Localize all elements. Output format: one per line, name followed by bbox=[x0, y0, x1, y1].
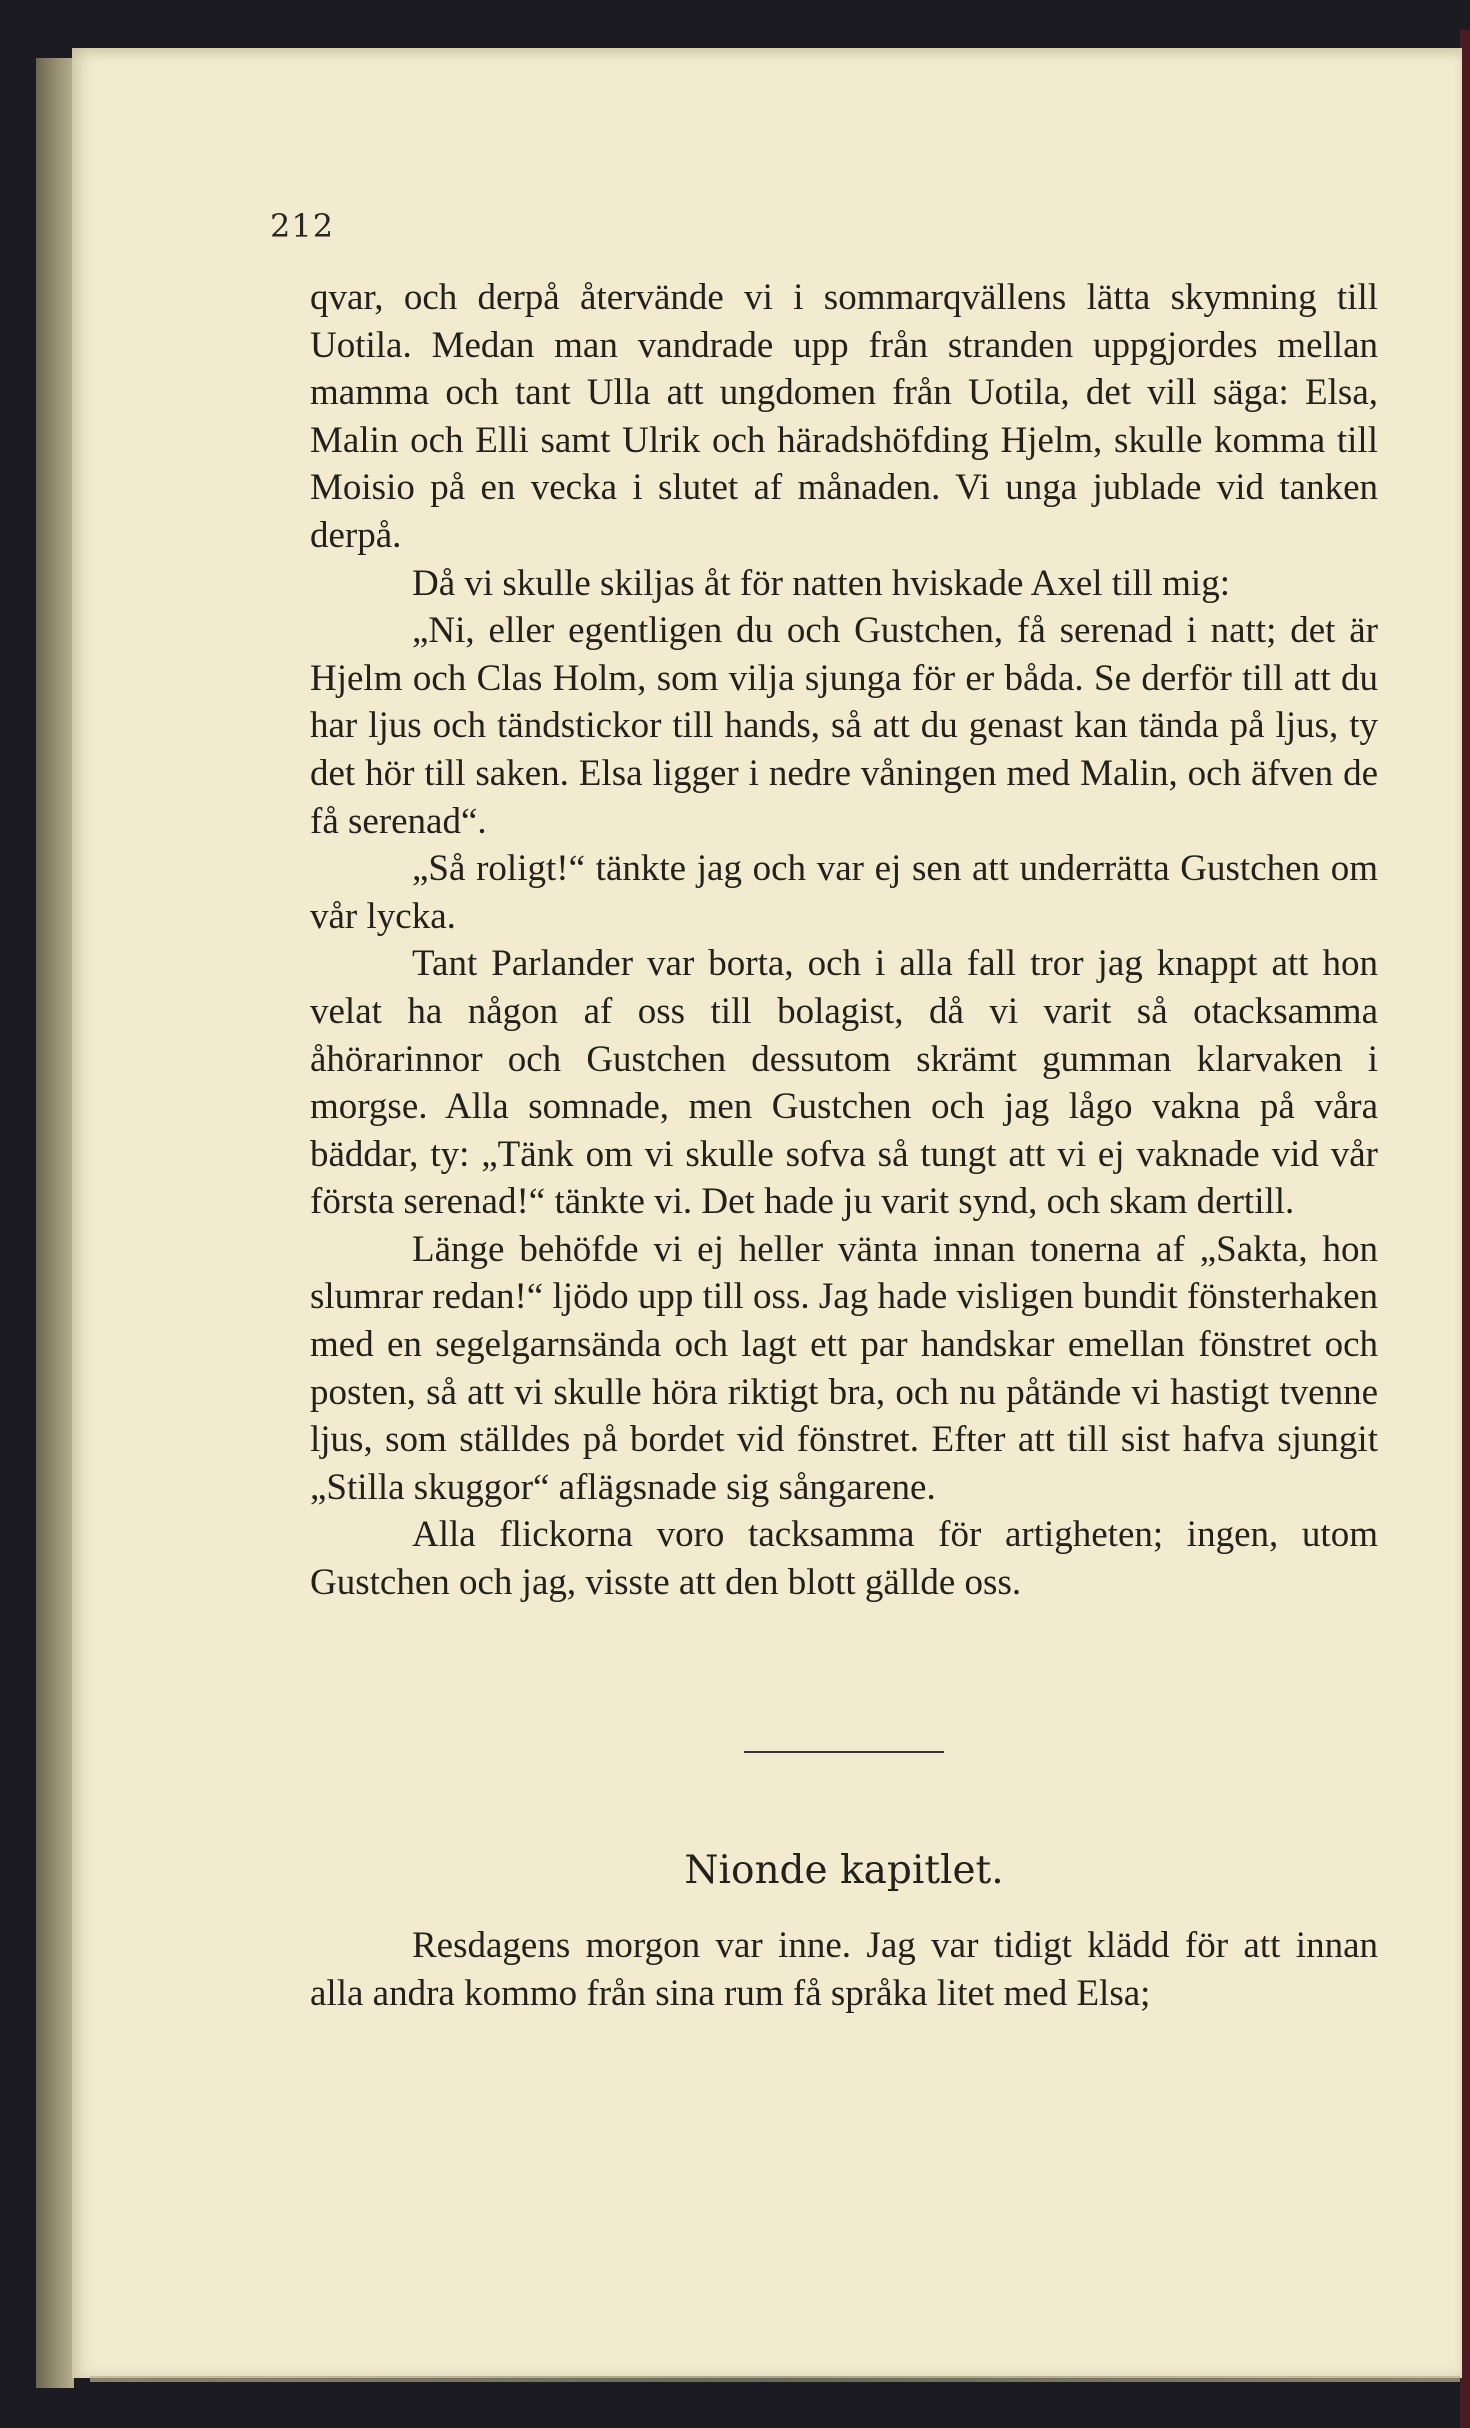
page-gutter bbox=[36, 58, 74, 2388]
paragraph: Tant Parlander var borta, och i alla fall tror jag knappt att hon velat ha någon af oss till bolagist, då vi varit så otacksamma åhörarinnor och Gustchen dessutom skrämt gumman klarvaken i morgse. Alla somnade, men Gustchen och jag lågo vakna på våra bäddar, ty: „Tänk om vi skulle sofva så tungt att vi ej vaknade vid vår första serenad!“ tänkte vi. Det hade ju varit synd, och skam dertill. bbox=[310, 943, 1378, 1223]
body-text bbox=[310, 274, 1378, 1607]
paragraph: Alla flickorna voro tacksamma för artigheten; ingen, utom Gustchen och jag, visste att den blott gällde oss. bbox=[310, 1514, 1378, 1604]
paragraph: Resdagens morgon var inne. Jag var tidigt klädd för att innan alla andra kommo från sina rum få språka litet med Elsa; bbox=[310, 1925, 1378, 2014]
page-bottom-edge bbox=[90, 2376, 1460, 2382]
paragraph: „Ni, eller egentligen du och Gustchen, få serenad i natt; det är Hjelm och Clas Holm, som vilja sjunga för er båda. Se derför till att du har ljus och tändstickor till hands, så att du genast kan tända på ljus, ty det hör till saken. Elsa ligger i nedre våningen med Malin, och äfven de få serenad“. bbox=[310, 610, 1378, 842]
paragraph: qvar, och derpå återvände vi i sommarqvällens lätta skymning till Uotila. Medan man vandrade upp från stranden uppgjordes mellan mamma och tant Ulla att ungdomen från Uotila, det vill säga: Elsa, Malin och Elli samt Ulrik och häradshöfding Hjelm, skulle komma till Moisio på en vecka i slutet af månaden. Vi unga jublade vid tanken derpå. bbox=[310, 277, 1378, 556]
chapter-title: Nionde kapitlet. bbox=[684, 1848, 1004, 1893]
chapter-opening bbox=[310, 1922, 1378, 2017]
paragraph: „Så roligt!“ tänkte jag och var ej sen att underrätta Gustchen om vår lycka. bbox=[310, 848, 1378, 937]
page-number: 212 bbox=[270, 207, 335, 245]
paragraph: Länge behöfde vi ej heller vänta innan tonerna af „Sakta, hon slumrar redan!“ ljödo upp till oss. Jag hade visligen bundit fönsterhaken med en segelgarnsända och lagt ett par handskar emellan fönstret och posten, så att vi skulle höra riktigt bra, och nu påtände vi hastigt tvenne ljus, som ställdes på bordet vid fönstret. Efter att till sist hafva sjungit „Stilla skuggor“ aflägsnade sig sångarene. bbox=[310, 1228, 1378, 1508]
paragraph: Då vi skulle skiljas åt för natten hviskade Axel till mig: bbox=[412, 562, 1230, 604]
section-divider bbox=[744, 1751, 944, 1753]
